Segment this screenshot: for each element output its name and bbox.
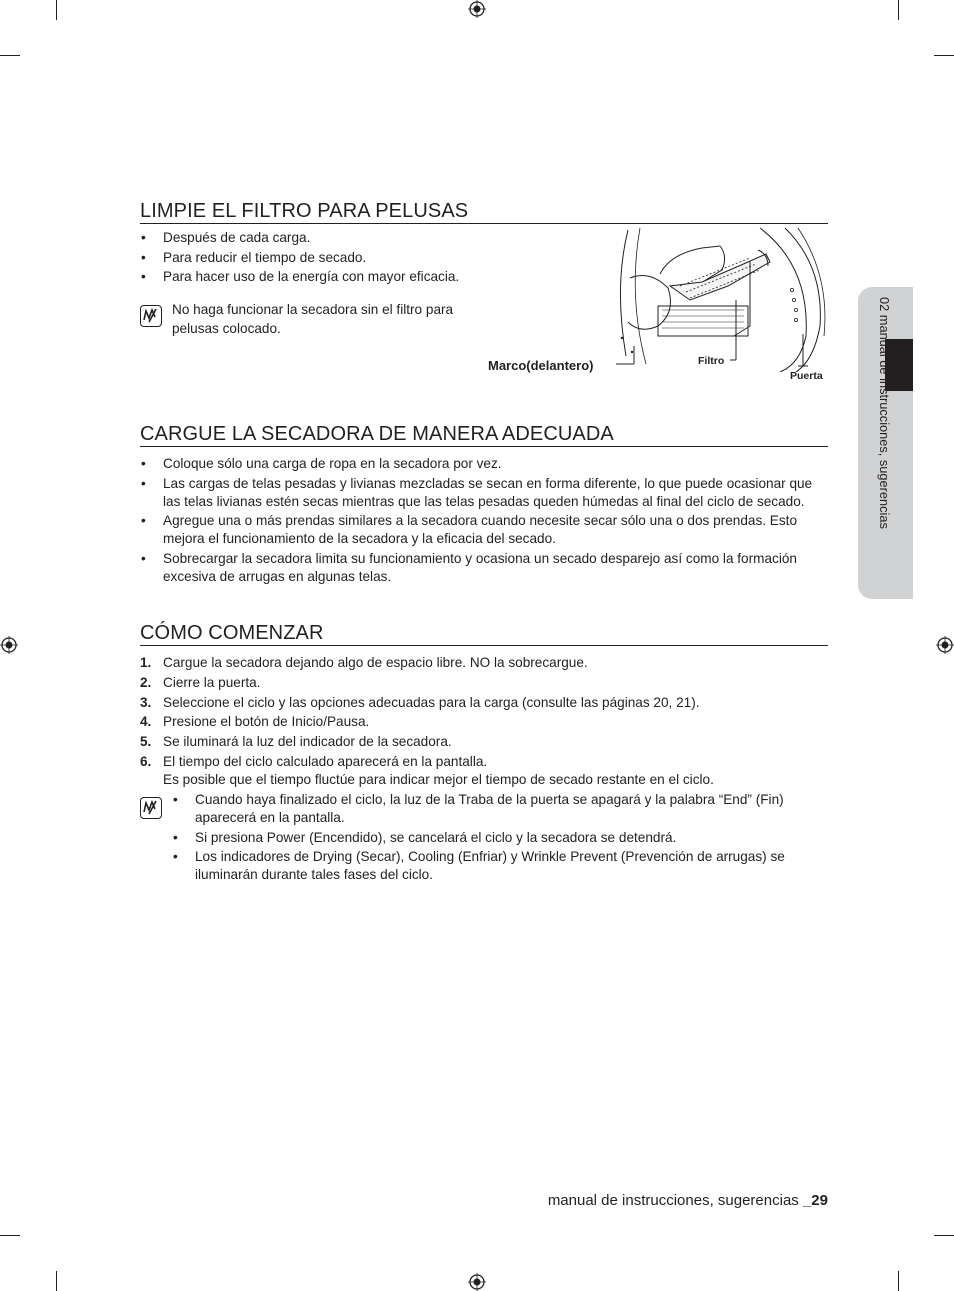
section-title-lint-filter: LIMPIE EL FILTRO PARA PELUSAS [140,200,828,224]
crop-mark [898,1271,899,1291]
start-steps-list [140,654,830,791]
filter-label: Filtro [698,355,725,367]
step-number: 4. [140,714,152,730]
list-item: • Después de cada carga. [140,229,500,247]
step-text: Cierre la puerta. [163,674,261,690]
step-item [140,654,830,672]
step-number: 2. [140,674,152,690]
crop-mark [0,1235,20,1236]
load-bullet-list [140,455,830,588]
registration-mark-icon [936,636,954,654]
list-item: • Si presiona Power (Encendido), se cancelará el ciclo y la secadora se detendrá. [172,829,832,847]
registration-mark-icon [0,636,18,654]
crop-mark [56,0,57,20]
note-icon [140,797,162,819]
crop-mark [56,1271,57,1291]
step-item [140,694,830,712]
list-item: • Cuando haya finalizado el ciclo, la luz de la Traba de la puerta se apagará y la palabra “End” (Fin) aparecerá en la pantalla. [172,791,832,827]
step-item [140,753,830,789]
step-text: Cargue la secadora dejando algo de espacio libre. NO la sobrecargue. [163,655,588,670]
step-text: Se iluminará la luz del indicador de la secadora. [163,734,452,750]
step-item [140,713,830,731]
section-title-start: CÓMO COMENZAR [140,622,828,646]
step-number: 3. [140,694,152,710]
crop-mark [0,55,20,56]
step-number: 6. [140,753,152,769]
list-item: • Para reducir el tiempo de secado. [140,249,500,267]
lint-note-text: No haga funcionar la secadora sin el filtro para pelusas colocado. [172,302,454,336]
chapter-side-label: 02 manual de instrucciones, sugerencias [877,297,892,529]
note-icon [140,305,162,327]
list-item: • Las cargas de telas pesadas y livianas mezcladas se secan en forma diferente, lo que puede ocasionar que las telas livianas estén secas mientras que las telas pesadas queden húmedas al final del ciclo de secado. [140,475,830,511]
list-item: • Coloque sólo una carga de ropa en la secadora por vez. [140,455,830,473]
crop-mark [898,0,899,20]
page-footer [548,1192,828,1210]
page-number: _29 [802,1192,828,1209]
step-item [140,733,830,751]
step-number: 5. [140,734,152,750]
step-text: Presione el botón de Inicio/Pausa. [163,714,370,730]
crop-mark [934,1235,954,1236]
section-title-load: CARGUE LA SECADORA DE MANERA ADECUADA [140,423,828,447]
registration-mark-icon [468,1273,486,1291]
step-extra-text: Es posible que el tiempo fluctúe para indicar mejor el tiempo de secado restante en el ciclo. [163,772,714,788]
step-text: Seleccione el ciclo y las opciones adecuadas para la carga (consulte las páginas 20, 21). [163,694,700,710]
registration-mark-icon [468,0,486,18]
door-label: Puerta [790,370,823,382]
step-text: El tiempo del ciclo calculado aparecerá en la pantalla. [163,753,488,769]
crop-mark [934,55,954,56]
step-item [140,674,830,692]
lint-filter-illustration [610,226,830,372]
start-note-list [172,791,832,886]
lint-bullet-list [140,229,500,288]
step-number: 1. [140,655,152,670]
frame-label: Marco(delantero) [488,358,594,373]
list-item: • Para hacer uso de la energía con mayor eficacia. [140,268,500,286]
footer-text: manual de instrucciones, sugerencias [547,1192,799,1209]
list-item: • Agregue una o más prendas similares a la secadora cuando necesite secar sólo una o dos prendas. Esto mejora el funcionamiento de la secadora y la eficacia del secado. [140,512,830,548]
list-item: • Los indicadores de Drying (Secar), Cooling (Enfriar) y Wrinkle Prevent (Prevención de arrugas) se iluminarán durante tales fases del ciclo. [172,848,832,884]
list-item: • Sobrecargar la secadora limita su funcionamiento y ocasiona un secado desparejo así como la formación excesiva de arrugas en algunas telas. [140,550,830,586]
